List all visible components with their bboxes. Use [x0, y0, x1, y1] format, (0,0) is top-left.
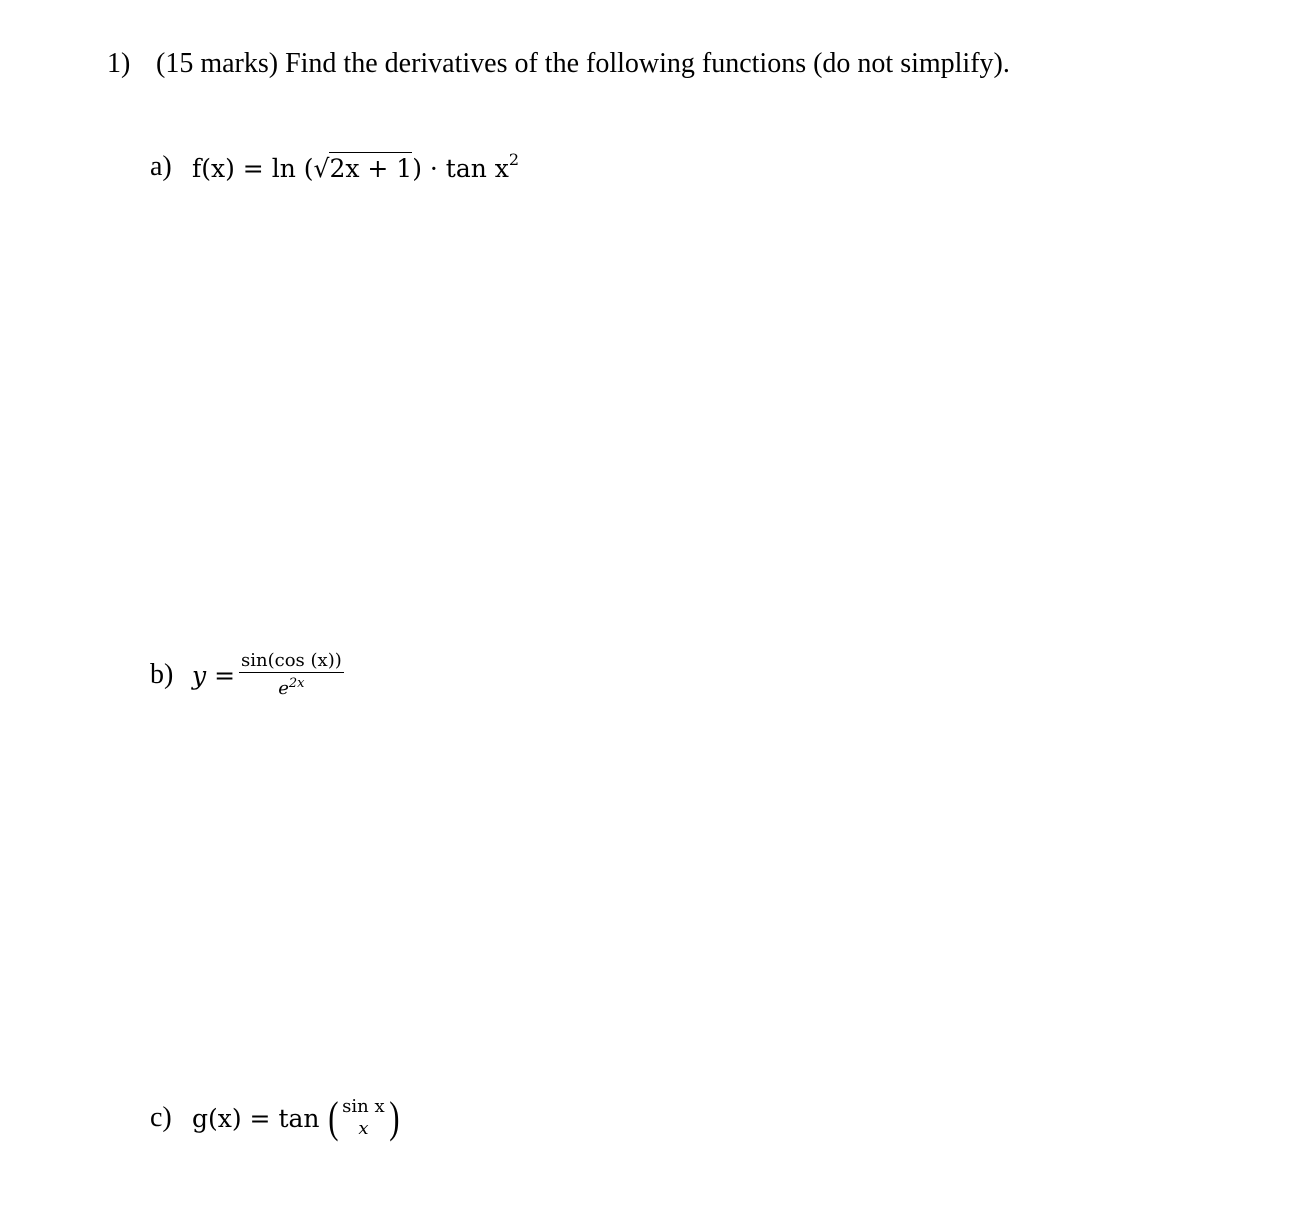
part-a-label: a) [150, 150, 172, 182]
part-b-fraction [239, 650, 344, 700]
part-a-lhs: f(x) = ln ( [192, 154, 314, 183]
question-heading [107, 48, 1010, 80]
part-b-denominator-base: e [278, 678, 289, 699]
question-number: 1) [107, 48, 131, 79]
part-c-numerator: sin x [342, 1096, 385, 1117]
sqrt-symbol: √ [313, 154, 330, 183]
part-a-exponent: 2 [508, 150, 520, 169]
part-b-denominator [278, 673, 304, 700]
right-paren: ) [388, 1093, 400, 1142]
part-b-label: b) [150, 659, 174, 690]
question-text: (15 marks) Find the derivatives of the following functions (do not simplify). [156, 48, 1010, 79]
part-a-rest: ) · tan x [412, 154, 509, 183]
part-c [150, 1093, 401, 1142]
part-a-formula [192, 150, 519, 183]
part-a [150, 150, 519, 183]
part-c-fraction [340, 1096, 386, 1140]
part-c-label: c) [150, 1102, 172, 1133]
part-b [150, 650, 348, 700]
part-b-denominator-exponent: 2x [288, 676, 305, 691]
part-b-lhs: y = [192, 660, 236, 690]
part-a-radicand: 2x + 1 [329, 154, 413, 183]
part-c-lhs: g(x) = tan [192, 1103, 320, 1133]
part-c-denominator: x [358, 1118, 369, 1139]
left-paren: ( [327, 1093, 338, 1142]
part-b-numerator: sin(cos (x)) [241, 650, 342, 671]
